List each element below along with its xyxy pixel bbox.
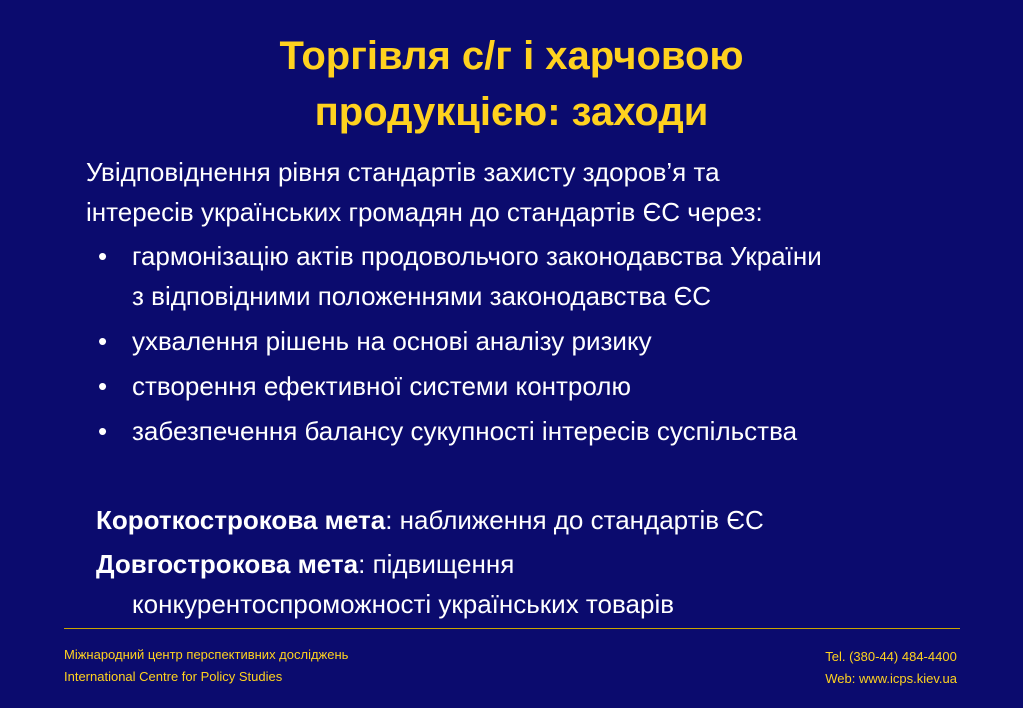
bullet-dot-icon: • [98,371,108,401]
long-term-goal [96,544,996,624]
footer-org-ua: Міжнародний центр перспективних досліджень [64,647,349,662]
footer-contacts [825,646,957,690]
long-term-goal-sep: : [358,549,366,579]
short-term-goal-label: Короткострокова мета [96,505,386,535]
long-term-goal-text-cont: конкурентоспроможності українських товарів [132,589,675,619]
short-term-goal-sep: : [385,505,393,535]
bullet-item [86,321,986,361]
footer-web[interactable]: Web: www.icps.kiev.ua [825,671,957,686]
intro-line-1: Увідповіднення рівня стандартів захисту здоров’я та [86,157,720,187]
intro-paragraph [86,152,986,232]
short-term-goal [96,500,996,540]
title-line-1: Торгівля с/г і харчовою [279,34,744,78]
footer-org-en: International Centre for Policy Studies [64,669,283,684]
long-term-goal-label: Довгострокова мета [96,549,359,579]
bullet-text-cont: з відповідними положеннями законодавства ЄС [132,281,712,311]
short-term-goal-text: наближення до стандартів ЄС [392,505,764,535]
bullet-item [86,411,986,451]
bullet-text: гармонізацію актів продовольчого законодавства України [132,241,822,271]
footer-org [64,644,348,688]
bullet-dot-icon: • [98,416,108,446]
bullet-list [86,236,986,451]
intro-line-2: інтересів українських громадян до стандартів ЄС через: [86,197,763,227]
bullet-item [86,366,986,406]
footer-tel: Tel. (380-44) 484-4400 [825,649,957,664]
bullet-text: ухвалення рішень на основі аналізу ризику [132,326,652,356]
slide-title [0,28,1023,140]
long-term-goal-text: підвищення [365,549,515,579]
slide-body [86,152,986,456]
footer-divider [64,628,960,629]
bullet-item [86,236,986,316]
bullet-dot-icon: • [98,241,108,271]
title-line-2: продукцією: заходи [314,90,709,134]
bullet-text: створення ефективної системи контролю [132,371,631,401]
bullet-dot-icon: • [98,326,108,356]
bullet-text: забезпечення балансу сукупності інтересів суспільства [132,416,798,446]
